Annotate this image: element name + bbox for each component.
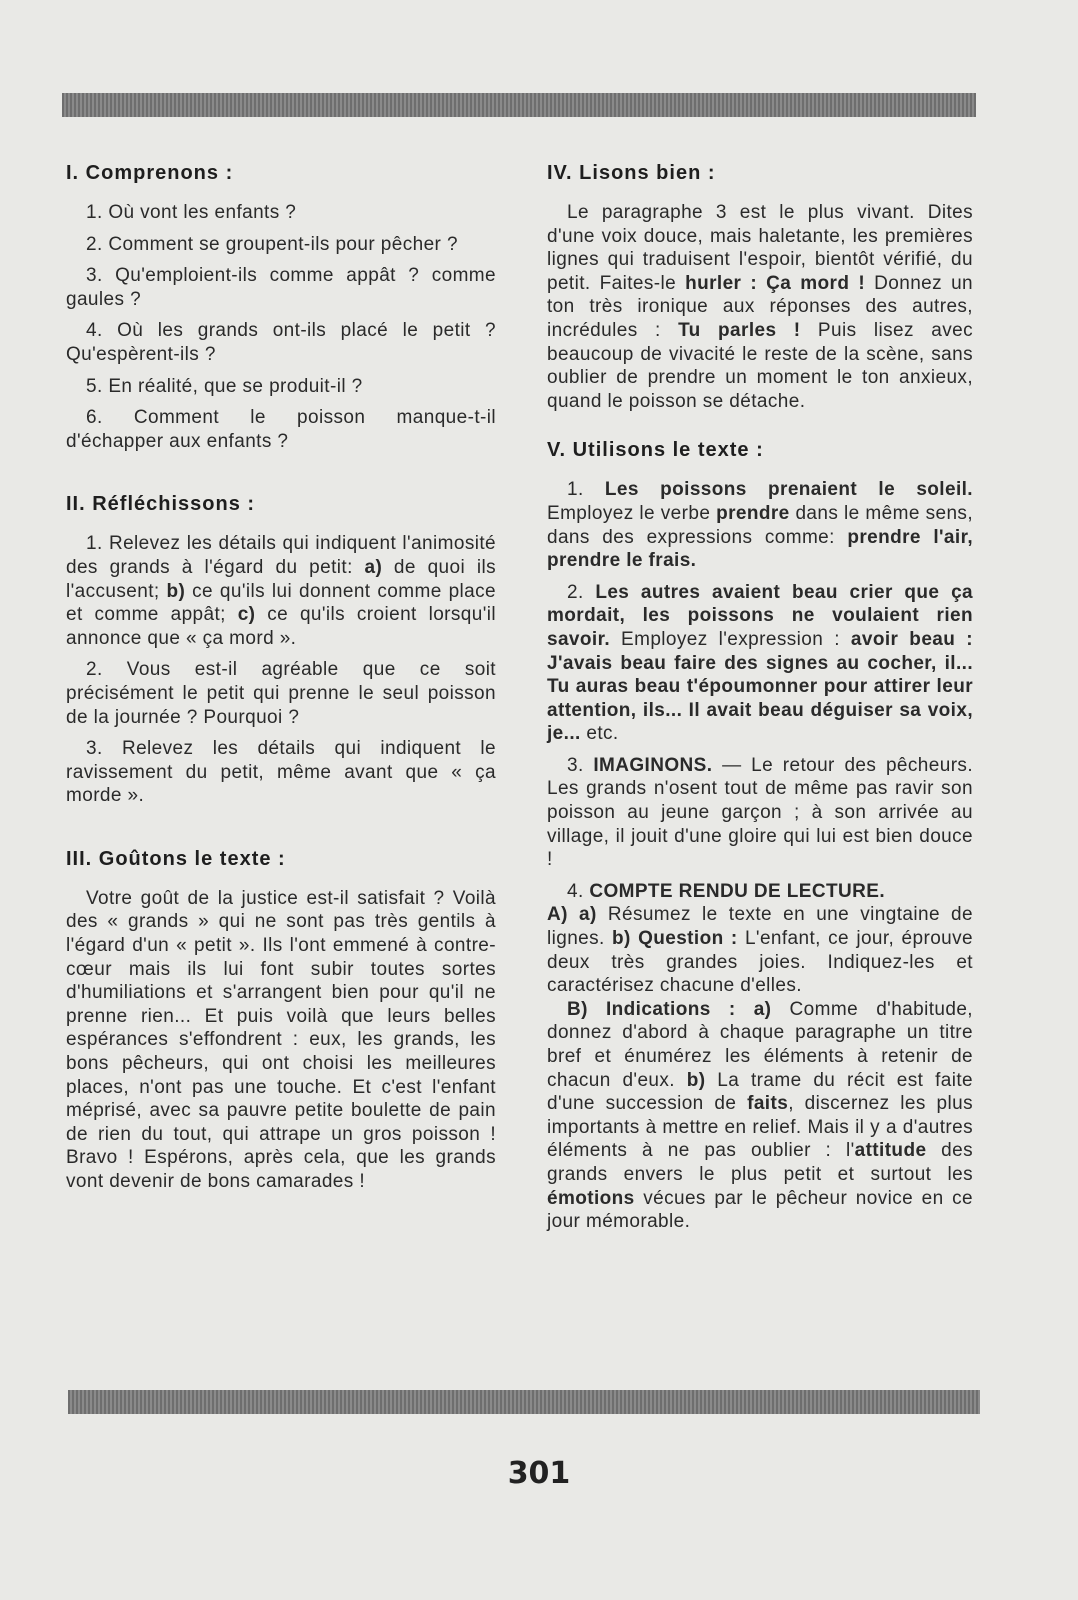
question-3: 3. Qu'emploient-ils comme appât ? comme gaules ? — [66, 265, 496, 310]
question-3: 3. Relevez les détails qui indiquent le ravissement du petit, même avant que « ça morde ». — [66, 738, 496, 807]
text: 3. — [567, 754, 594, 776]
paragraph: Votre goût de la justice est-il satisfait ? Voilà des « grands » qui ne sont pas très gentils à l'égard d'un « petit ». Ils l'ont emmené à contre-cœur mais ils lui font subir toutes sortes d'humiliations et s'arrangent bien pour qu'il ne prenne rien... Et puis voilà que leurs belles espérances s'effondrent : eux, les grands, les bons pêcheurs, qui ont choisi les meilleures places, n'ont pas une touche. Et c'est l'enfant méprisé, avec sa pauvre petite boulette de pain de rien du tout, qui attrape un gros poisson ! Bravo ! Espérons, après cela, que les grands vont devenir de bons camarades ! — [66, 887, 496, 1192]
bold-text: A) a) — [547, 904, 597, 926]
exercise-1 — [547, 478, 973, 572]
bold-text: Tu parles ! — [678, 319, 801, 341]
right-column — [547, 162, 973, 1242]
bold-text: faits — [747, 1093, 789, 1115]
bold-text: Les autres avaient beau crier que ça mordait, les poissons ne voulaient rien savoir. — [547, 581, 973, 650]
text: , discernez les plus importants à mettre en relief. Mais il y a d'autres éléments à ne pas oublier : l' — [547, 1093, 974, 1162]
section-reflechissons — [66, 493, 496, 808]
bold-text: Les poissons prenaient le soleil. — [604, 479, 973, 501]
question-5: 5. En réalité, que se produit-il ? — [86, 375, 363, 397]
question-6: 6. Comment le poisson manque-t-il d'échapper aux enfants ? — [66, 407, 496, 452]
bold-text: émotions — [547, 1187, 635, 1209]
text: Puis lisez avec beaucoup de vivacité le reste de la scène, sans oublier de prendre un moment le ton anxieux, quand le poisson se détache. — [547, 319, 974, 412]
paragraph — [547, 201, 973, 413]
bold-text: avoir beau : J'avais beau faire des signes au cocher, il... Tu auras beau t'époumonner pour attirer leur attention, ils... Il avait beau déguiser sa voix, je... — [547, 628, 973, 745]
bold-text: B) Indications : a) — [567, 998, 772, 1020]
text: 2. — [567, 581, 596, 603]
section-goutons — [66, 848, 496, 1194]
left-column — [66, 162, 496, 1202]
text: etc. — [580, 723, 619, 745]
bottom-rule — [68, 1390, 980, 1414]
page-number: 301 — [507, 1456, 571, 1491]
question-2: 2. Vous est-il agréable que ce soit précisément le petit qui prenne le seul poisson de la journée ? Pourquoi ? — [66, 659, 496, 728]
exercise-2 — [547, 581, 973, 746]
section-comprenons — [66, 162, 496, 453]
bold-text: a) — [364, 556, 383, 578]
exercise-4-part-a — [547, 903, 973, 997]
text: Le paragraphe 3 est le plus vivant. Dites d'une voix douce, mais haletante, les premières lignes qui traduisent l'espoir, bientôt vérifié, du petit. Faites-le — [547, 202, 973, 294]
question-4: 4. Où les grands ont-ils placé le petit ? Qu'espèrent-ils ? — [66, 320, 496, 365]
text: 1. Relevez les détails qui indiquent l'animosité des grands à l'égard du petit: — [66, 533, 496, 578]
question-1 — [66, 532, 496, 650]
bold-text: b) Question : — [612, 928, 738, 950]
section-title: IV. Lisons bien : — [547, 162, 716, 184]
text: Employez l'expression : — [610, 628, 851, 650]
text: ce qu'ils croient lorsqu'il annonce que « ça mord ». — [66, 604, 496, 649]
bold-text: IMAGINONS. — [593, 754, 713, 776]
bold-text: b) — [686, 1069, 706, 1091]
section-title: I. Comprenons : — [66, 162, 234, 184]
text: — Le retour des pêcheurs. Les grands n'osent tout de même pas ravir son poisson au jeune garçon ; à son arrivée au village, il jouit d'une gloire qui lui est bien douce ! — [547, 754, 974, 871]
exercise-3 — [547, 754, 973, 872]
text: 1. — [567, 479, 605, 501]
bold-text: COMPTE RENDU DE LECTURE. — [589, 880, 885, 902]
exercise-4 — [547, 880, 973, 904]
text: des grands envers le plus petit et surtout les — [547, 1140, 973, 1185]
section-title: V. Utilisons le texte : — [547, 439, 764, 462]
bold-text: c) — [237, 604, 256, 626]
text: Donnez un ton très ironique aux réponses des autres, incrédules : — [547, 272, 974, 341]
text: L'enfant, ce jour, éprouve deux très grandes joies. Indiquez-les et caractérisez chacune d'elles. — [547, 928, 973, 997]
text: 4. — [567, 880, 590, 902]
text: Comme d'habitude, donnez d'abord à chaque paragraphe un titre bref et énumérez les éléments à retenir de chacun d'eux. — [547, 998, 973, 1091]
text: ce qu'ils lui donnent comme place et comme appât; — [66, 580, 496, 626]
exercise-4-part-b — [547, 998, 973, 1234]
bold-text: b) — [166, 580, 186, 602]
section-title: II. Réfléchissons : — [66, 493, 256, 516]
text: Résumez le texte en une vingtaine de lignes. — [547, 904, 973, 950]
text: dans le même sens, dans des expressions comme: — [547, 502, 973, 548]
text: de quoi ils l'accusent; — [66, 556, 496, 602]
bold-text: hurler : Ça mord ! — [685, 272, 866, 294]
section-utilisons — [547, 439, 973, 1233]
bold-text: attitude — [854, 1140, 927, 1162]
question-2: 2. Comment se groupent-ils pour pêcher ? — [86, 233, 458, 255]
text: Employez le verbe — [547, 502, 717, 524]
bold-text: prendre l'air, prendre le frais. — [547, 526, 973, 572]
bold-text: prendre — [716, 502, 790, 524]
section-lisons — [547, 162, 973, 413]
top-rule — [62, 93, 976, 117]
text: La trame du récit est faite d'une succession de — [547, 1069, 973, 1115]
section-title: III. Goûtons le texte : — [66, 847, 286, 870]
text: vécues par le pêcheur novice en ce jour mémorable. — [547, 1187, 973, 1233]
question-1: 1. Où vont les enfants ? — [86, 202, 297, 223]
